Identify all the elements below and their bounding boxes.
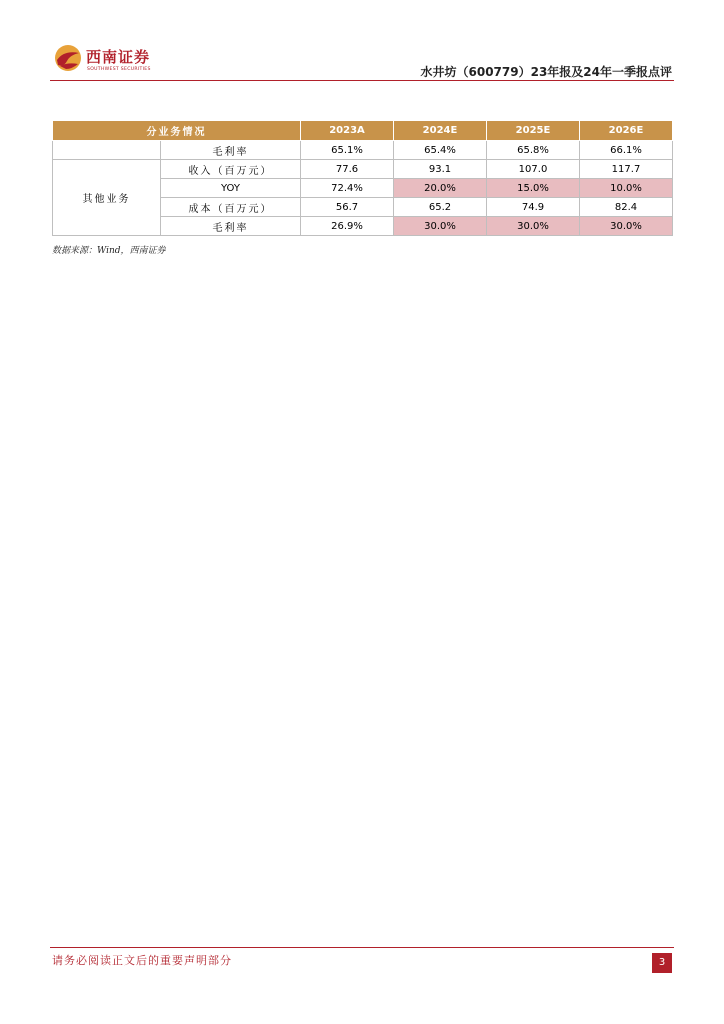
empty-cell xyxy=(53,141,161,160)
value-cell: 117.7 xyxy=(580,160,673,179)
value-cell: 65.4% xyxy=(394,141,487,160)
value-cell: 72.4% xyxy=(301,179,394,198)
year-header: 2026E xyxy=(580,121,673,141)
value-cell: 66.1% xyxy=(580,141,673,160)
forecast-value-cell: 30.0% xyxy=(580,217,673,236)
table-row xyxy=(53,160,673,179)
header-divider xyxy=(50,80,674,81)
logo-chinese-name: 西南证券 xyxy=(86,48,151,66)
table-header-row xyxy=(53,121,673,141)
metric-label: 成本（百万元） xyxy=(161,198,301,217)
company-logo xyxy=(54,43,174,77)
year-header: 2023A xyxy=(301,121,394,141)
value-cell: 26.9% xyxy=(301,217,394,236)
segment-label: 其他业务 xyxy=(53,160,161,236)
forecast-value-cell: 10.0% xyxy=(580,179,673,198)
metric-label: 收入（百万元） xyxy=(161,160,301,179)
data-source-note: 数据来源：Wind，西南证券 xyxy=(52,246,166,256)
page-number: 3 xyxy=(652,953,672,973)
value-cell: 65.2 xyxy=(394,198,487,217)
value-cell: 93.1 xyxy=(394,160,487,179)
metric-label: YOY xyxy=(161,179,301,198)
value-cell: 65.8% xyxy=(487,141,580,160)
logo-mark-icon xyxy=(54,44,82,72)
year-header: 2024E xyxy=(394,121,487,141)
value-cell: 77.6 xyxy=(301,160,394,179)
segment-forecast-table xyxy=(52,120,673,236)
value-cell: 56.7 xyxy=(301,198,394,217)
table-row xyxy=(53,141,673,160)
value-cell: 107.0 xyxy=(487,160,580,179)
document-title: 水井坊（600779）23年报及24年一季报点评 xyxy=(420,65,672,79)
value-cell: 65.1% xyxy=(301,141,394,160)
value-cell: 82.4 xyxy=(580,198,673,217)
forecast-value-cell: 30.0% xyxy=(487,217,580,236)
year-header: 2025E xyxy=(487,121,580,141)
disclaimer-notice: 请务必阅读正文后的重要声明部分 xyxy=(52,954,232,967)
forecast-value-cell: 20.0% xyxy=(394,179,487,198)
logo-english-name: SOUTHWEST SECURITIES xyxy=(87,67,151,72)
metric-label: 毛利率 xyxy=(161,217,301,236)
footer-divider xyxy=(50,947,674,948)
forecast-value-cell: 30.0% xyxy=(394,217,487,236)
metric-label: 毛利率 xyxy=(161,141,301,160)
value-cell: 74.9 xyxy=(487,198,580,217)
forecast-value-cell: 15.0% xyxy=(487,179,580,198)
table-header-label: 分业务情况 xyxy=(53,121,301,141)
